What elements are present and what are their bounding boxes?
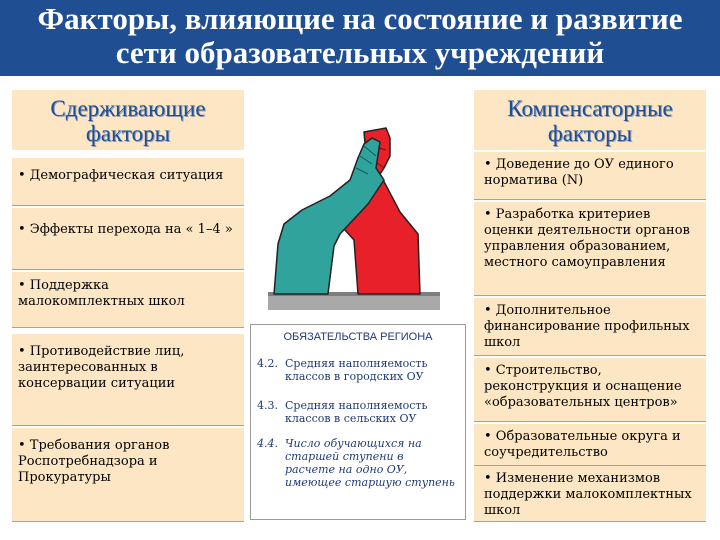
obligation-4-3: 4.3. Средняя наполняемость классов в сельских ОУ: [257, 399, 428, 425]
left-factor-4: • Противодействие лиц, заинтересованных в консервации ситуации: [12, 334, 244, 426]
page-title-line-1: Факторы, влияющие на состояние и развитие: [37, 1, 683, 36]
right-factor-4: • Строительство, реконструкция и оснащение «образовательных центров»: [474, 358, 706, 422]
right-factor-6: • Изменение механизмов поддержки малокомплектных школ: [474, 466, 706, 522]
right-factor-2: • Разработка критериев оценки деятельности органов управления образованием, местного самоуправления: [474, 202, 706, 296]
right-factor-5: • Образовательные округа и соучредительство: [474, 424, 706, 466]
region-obligations-title: ОБЯЗАТЕЛЬСТВА РЕГИОНА: [283, 331, 433, 343]
arm-wrestling-icon: [268, 116, 440, 312]
left-factor-2: • Эффекты перехода на « 1–4 »: [12, 208, 244, 270]
obligation-4-2: 4.2. Средняя наполняемость классов в городских ОУ: [257, 357, 428, 383]
left-factor-5: • Требования органов Роспотребнадзора и Прокуратуры: [12, 428, 244, 522]
arm-wrestling-illustration: [268, 116, 440, 312]
restraining-factors-header: Сдерживающие факторы: [12, 90, 244, 150]
compensatory-factors-header: Компенсаторные факторы: [474, 90, 706, 150]
obligation-4-4: 4.4. Число обучающихся на старшей ступени в расчете на одно ОУ, имеющее старшую ступень: [257, 437, 455, 489]
region-obligations-box: [250, 324, 466, 520]
left-factor-3: • Поддержка малокомплектных школ: [12, 272, 244, 328]
right-factor-3: • Дополнительное финансирование профильных школ: [474, 298, 706, 356]
title-bar: [0, 0, 720, 76]
left-factor-1: • Демографическая ситуация: [12, 158, 244, 206]
page-title-line-2: сети образовательных учреждений: [115, 35, 605, 70]
right-factor-1: • Доведение до ОУ единого норматива (N): [474, 152, 706, 200]
page-title: [0, 2, 720, 70]
